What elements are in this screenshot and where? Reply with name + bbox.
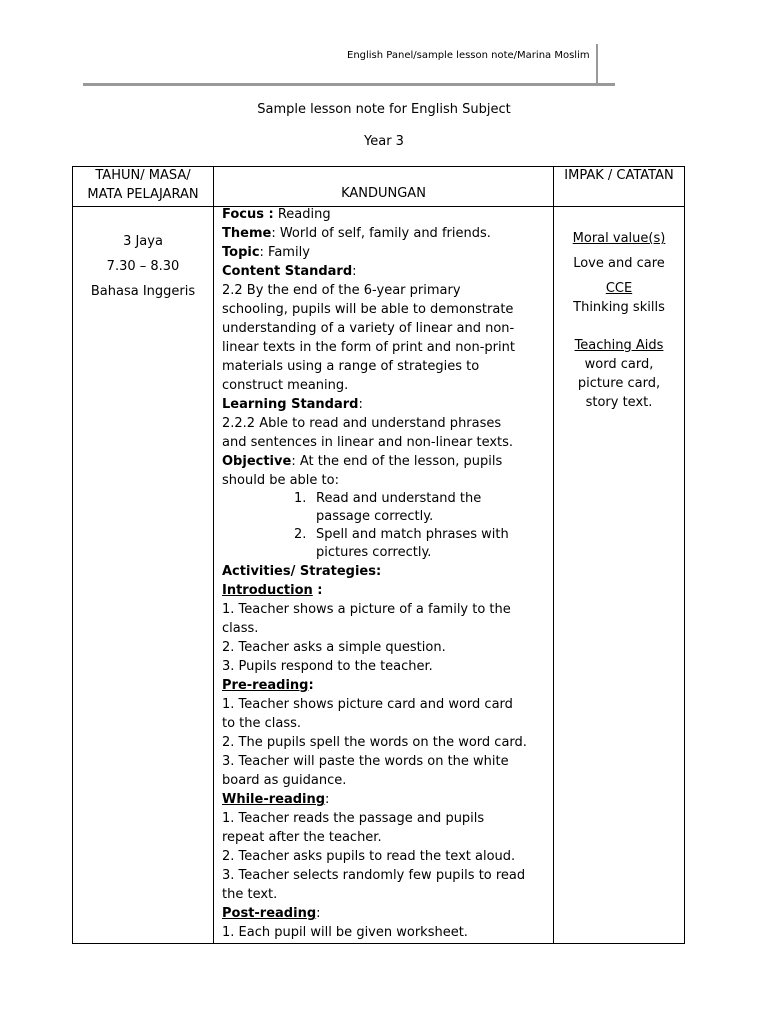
introduction-heading: [222, 581, 552, 600]
learning-standard-colon: :: [358, 397, 363, 412]
objective-item-text: Spell and match phrases with: [316, 527, 509, 542]
post-reading-colon: :: [316, 906, 321, 921]
pre-reading-step: 3. Teacher will paste the words on the white: [222, 754, 509, 769]
moral-value-label: Moral value(s): [572, 231, 666, 246]
impact-notes: [554, 229, 684, 412]
theme-label: Theme: [222, 226, 272, 241]
content-standard-colon: :: [352, 264, 357, 279]
theme-value: : World of self, family and friends.: [271, 226, 491, 241]
document-title: Sample lesson note for English Subject: [257, 102, 511, 117]
col1-header-line: TAHUN/ MASA/: [95, 168, 191, 183]
teaching-aid-item: picture card,: [577, 376, 661, 391]
teaching-aids-label: Teaching Aids: [574, 338, 664, 353]
focus-label: Focus :: [222, 207, 274, 222]
lesson-content: [222, 205, 552, 942]
topic-line: [222, 243, 552, 262]
pre-reading-heading: [222, 676, 552, 695]
learning-standard-heading: [222, 395, 552, 414]
subject-name: Bahasa Inggeris: [90, 284, 196, 299]
objectives-list: [222, 490, 552, 562]
introduction-step: class.: [222, 621, 259, 636]
content-standard-text: 2.2 By the end of the 6-year primary: [222, 283, 461, 298]
focus-value: Reading: [273, 207, 331, 222]
while-reading-step: 2. Teacher asks pupils to read the text aloud.: [222, 849, 516, 864]
col1-header-line: MATA PELAJARAN: [87, 187, 199, 202]
objective-text: : At the end of the lesson, pupils: [291, 454, 503, 469]
while-reading-heading: [222, 790, 552, 809]
teaching-aid-item: word card,: [584, 357, 654, 372]
while-reading-colon: :: [325, 792, 330, 807]
header-text: English Panel/sample lesson note/Marina Moslim: [347, 50, 590, 61]
pre-reading-step: board as guidance.: [222, 773, 347, 788]
introduction-label: Introduction: [222, 583, 313, 598]
document-subtitle: Year 3: [364, 134, 404, 149]
content-standard-text: construct meaning.: [222, 378, 349, 393]
while-reading-step: repeat after the teacher.: [222, 830, 382, 845]
while-reading-label: While-reading: [222, 792, 326, 807]
content-standard-text: linear texts in the form of print and non-print: [222, 340, 515, 355]
class-time: 7.30 – 8.30: [106, 259, 180, 274]
post-reading-label: Post-reading: [222, 906, 317, 921]
activities-label: Activities/ Strategies:: [222, 564, 382, 579]
introduction-colon: :: [312, 583, 323, 598]
col2-header: KANDUNGAN: [341, 186, 426, 201]
objective-item: [222, 490, 552, 526]
objective-item: [222, 526, 552, 562]
content-standard-text: schooling, pupils will be able to demonstrate: [222, 302, 514, 317]
objective-number: 2.: [294, 527, 307, 542]
pre-reading-label: Pre-reading: [222, 678, 309, 693]
table-col-divider-1: [213, 166, 214, 944]
moral-value: Love and care: [573, 256, 665, 271]
objective-line: [222, 452, 552, 471]
objective-item-text: pictures correctly.: [316, 545, 432, 560]
table-border-bottom: [72, 943, 685, 944]
content-standard-heading: [222, 262, 552, 281]
introduction-step: 3. Pupils respond to the teacher.: [222, 659, 433, 674]
cce-value: Thinking skills: [573, 300, 665, 315]
while-reading-step: 3. Teacher selects randomly few pupils to read: [222, 868, 526, 883]
objective-item-text: passage correctly.: [316, 509, 434, 524]
teaching-aid-item: story text.: [585, 395, 653, 410]
pre-reading-step: to the class.: [222, 716, 302, 731]
content-standard-text: understanding of a variety of linear and non-: [222, 321, 515, 336]
topic-label: Topic: [222, 245, 260, 260]
objective-item-text: Read and understand the: [316, 491, 482, 506]
content-standard-label: Content Standard: [222, 264, 353, 279]
pre-reading-colon: :: [308, 678, 314, 693]
learning-standard-label: Learning Standard: [222, 397, 359, 412]
class-name: 3 Jaya: [123, 234, 163, 249]
learning-standard-text: and sentences in linear and non-linear texts.: [222, 435, 514, 450]
class-info: [73, 229, 213, 304]
introduction-step: 1. Teacher shows a picture of a family to the: [222, 602, 511, 617]
activities-heading: [222, 562, 552, 581]
col3-header: IMPAK / CATATAN: [564, 168, 674, 183]
objective-text: should be able to:: [222, 473, 339, 488]
objective-number: 1.: [294, 491, 307, 506]
cce-label: CCE: [605, 281, 633, 296]
table-border-right: [684, 166, 685, 944]
theme-line: [222, 224, 552, 243]
learning-standard-text: 2.2.2 Able to read and understand phrases: [222, 416, 502, 431]
post-reading-heading: [222, 904, 552, 923]
objective-label: Objective: [222, 454, 292, 469]
content-standard-text: materials using a range of strategies to: [222, 359, 480, 374]
pre-reading-step: 1. Teacher shows picture card and word card: [222, 697, 513, 712]
pre-reading-step: 2. The pupils spell the words on the word card.: [222, 735, 527, 750]
header-divider-vertical: [596, 44, 598, 84]
focus-line: [222, 205, 552, 224]
post-reading-step: 1. Each pupil will be given worksheet.: [222, 925, 468, 940]
col1-header: [73, 166, 213, 204]
topic-value: : Family: [259, 245, 310, 260]
header-divider-horizontal: [83, 83, 615, 86]
introduction-step: 2. Teacher asks a simple question.: [222, 640, 446, 655]
while-reading-step: the text.: [222, 887, 278, 902]
while-reading-step: 1. Teacher reads the passage and pupils: [222, 811, 485, 826]
